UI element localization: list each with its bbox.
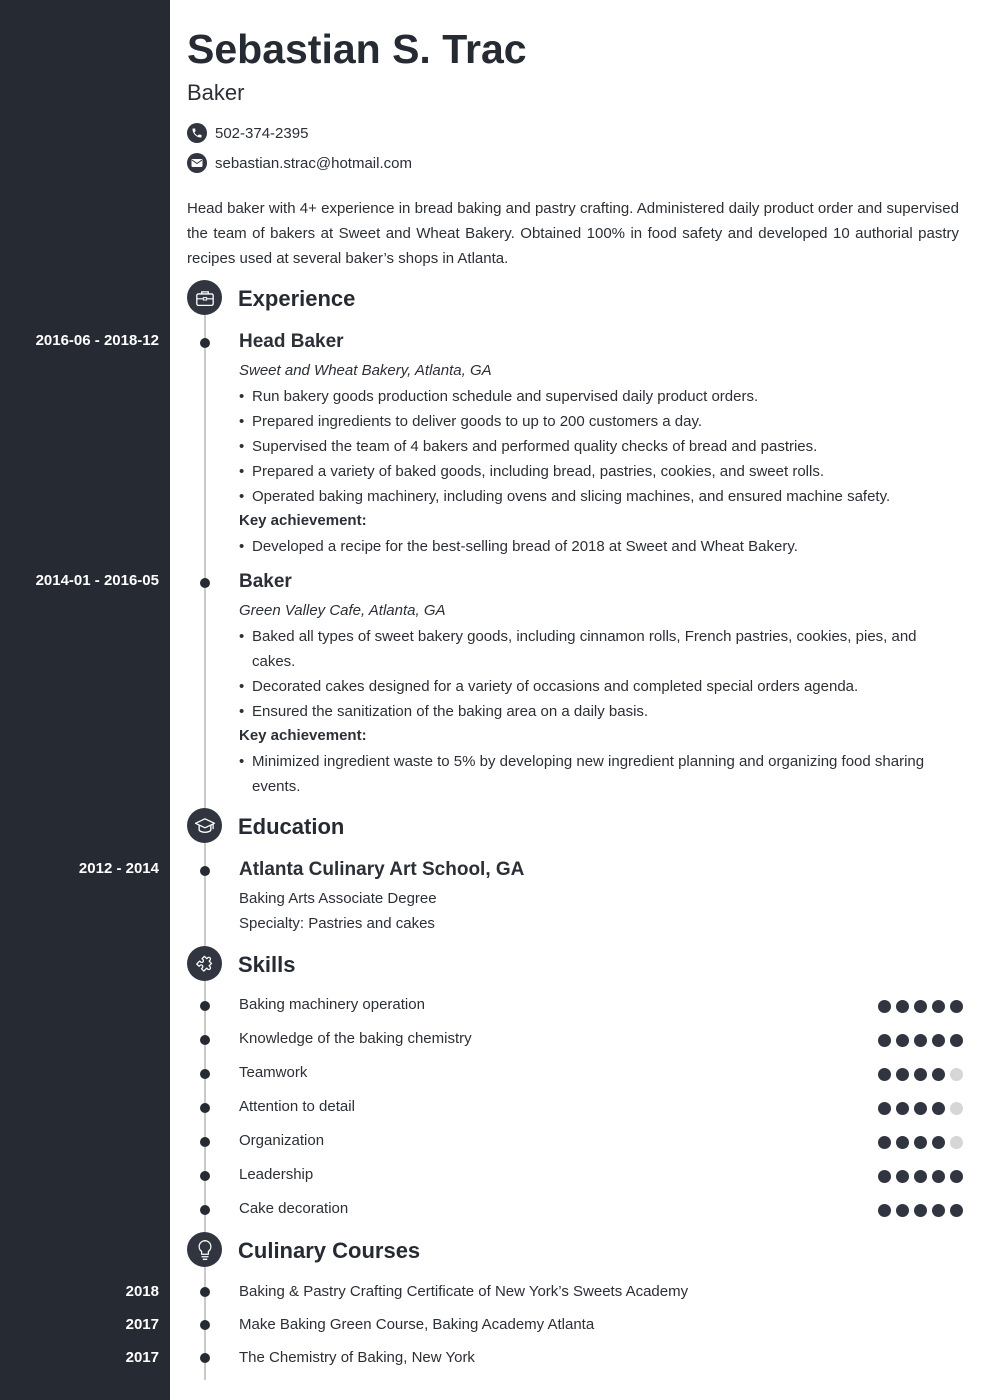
contact-email [187, 152, 412, 174]
section-title-education: Education [238, 814, 345, 839]
job-title: Head Baker [239, 331, 344, 352]
rating-dot-filled [914, 1102, 927, 1115]
sidebar [0, 0, 170, 1400]
timeline-dot [200, 1001, 210, 1011]
skill-rating [878, 1102, 963, 1115]
rating-dot-filled [914, 1170, 927, 1183]
job-dates: 2016-06 - 2018-12 [35, 332, 159, 349]
phone-icon [187, 123, 207, 143]
timeline-dot [200, 1171, 210, 1181]
degree: Baking Arts Associate Degree [239, 890, 437, 907]
rating-dot-empty [950, 1136, 963, 1149]
rating-dot-filled [950, 1000, 963, 1013]
candidate-role: Baker [187, 80, 245, 105]
rating-dot-filled [932, 1136, 945, 1149]
puzzle-piece-icon [187, 946, 222, 981]
email-address: sebastian.strac@hotmail.com [215, 154, 412, 172]
timeline-dot [200, 1320, 210, 1330]
section-title-courses: Culinary Courses [238, 1238, 421, 1263]
rating-dot-filled [896, 1170, 909, 1183]
rating-dot-filled [914, 1034, 927, 1047]
rating-dot-filled [932, 1068, 945, 1081]
rating-dot-filled [896, 1068, 909, 1081]
course-name: The Chemistry of Baking, New York [239, 1349, 475, 1366]
skill-name: Cake decoration [239, 1200, 349, 1217]
list-item: • Run bakery goods production schedule and supervised daily product orders. [239, 384, 959, 409]
rating-dot-filled [896, 1204, 909, 1217]
rating-dot-filled [878, 1204, 891, 1217]
skill-rating [878, 1136, 963, 1149]
list-item: • Operated baking machinery, including ovens and slicing machines, and ensured machine safety. [239, 484, 959, 509]
rating-dot-filled [914, 1204, 927, 1217]
rating-dot-filled [950, 1204, 963, 1217]
list-item: • Supervised the team of 4 bakers and performed quality checks of bread and pastries. [239, 434, 959, 459]
timeline-dot [200, 1103, 210, 1113]
section-title-skills: Skills [238, 952, 296, 977]
course-year: 2017 [125, 1349, 159, 1366]
skill-rating [878, 1034, 963, 1047]
specialty: Specialty: Pastries and cakes [239, 915, 435, 932]
rating-dot-filled [896, 1102, 909, 1115]
timeline-dot [200, 866, 210, 876]
skill-name: Teamwork [239, 1064, 308, 1081]
list-item: • Minimized ingredient waste to 5% by developing new ingredient planning and organizing food sharing events. [239, 749, 959, 799]
skill-name: Organization [239, 1132, 325, 1149]
rating-dot-filled [878, 1136, 891, 1149]
rating-dot-filled [878, 1000, 891, 1013]
lightbulb-icon [187, 1232, 222, 1267]
course-year: 2017 [125, 1316, 159, 1333]
profile-summary: Head baker with 4+ experience in bread baking and pastry crafting. Administered daily product order and supervised the team of bakers at Sweet and Wheat Bakery. Obtained 100% in food safety and developed 10 authorial pastry recipes used at several baker’s shops in Atlanta. [187, 200, 959, 267]
briefcase-icon [187, 280, 222, 315]
rating-dot-filled [914, 1136, 927, 1149]
rating-dot-filled [878, 1068, 891, 1081]
skill-name: Attention to detail [239, 1098, 355, 1115]
rating-dot-filled [932, 1034, 945, 1047]
course-name: Make Baking Green Course, Baking Academy Atlanta [239, 1316, 595, 1333]
list-item: • Ensured the sanitization of the baking area on a daily basis. [239, 699, 959, 724]
school-name: Atlanta Culinary Art School, GA [239, 859, 525, 880]
skill-name: Leadership [239, 1166, 314, 1183]
job-duties-list [239, 624, 959, 724]
job-title: Baker [239, 571, 292, 592]
course-year: 2018 [125, 1283, 159, 1300]
timeline-dot [200, 1137, 210, 1147]
candidate-name: Sebastian S. Trac [187, 26, 527, 72]
timeline-dot [200, 578, 210, 588]
job-dates: 2014-01 - 2016-05 [35, 572, 159, 589]
section-title-experience: Experience [238, 286, 356, 311]
rating-dot-filled [950, 1170, 963, 1183]
list-item: • Developed a recipe for the best-selling bread of 2018 at Sweet and Wheat Bakery. [239, 534, 959, 559]
key-achievement-label: Key achievement: [239, 512, 367, 529]
timeline-dot [200, 338, 210, 348]
rating-dot-filled [896, 1034, 909, 1047]
envelope-icon [187, 153, 207, 173]
education-dates: 2012 - 2014 [78, 860, 159, 877]
rating-dot-filled [932, 1000, 945, 1013]
list-item: • Baked all types of sweet bakery goods, including cinnamon rolls, French pastries, cookies, pies, and cakes. [239, 624, 959, 674]
job-company: Green Valley Cafe, Atlanta, GA [239, 602, 446, 619]
skill-name: Knowledge of the baking chemistry [239, 1030, 472, 1047]
skill-rating [878, 1170, 963, 1183]
timeline-dot [200, 1287, 210, 1297]
contact-phone [187, 122, 308, 144]
graduation-cap-icon [187, 808, 222, 843]
achievement-list [239, 534, 959, 559]
key-achievement-label: Key achievement: [239, 727, 367, 744]
timeline-line [204, 314, 206, 1380]
rating-dot-filled [896, 1000, 909, 1013]
skill-rating [878, 1000, 963, 1013]
job-duties-list [239, 384, 959, 509]
list-item: • Prepared ingredients to deliver goods to up to 200 customers a day. [239, 409, 959, 434]
rating-dot-filled [878, 1034, 891, 1047]
skill-rating [878, 1068, 963, 1081]
job-company: Sweet and Wheat Bakery, Atlanta, GA [239, 362, 492, 379]
list-item: • Decorated cakes designed for a variety of occasions and completed special orders agenda. [239, 674, 959, 699]
rating-dot-filled [896, 1136, 909, 1149]
timeline-dot [200, 1205, 210, 1215]
timeline-dot [200, 1069, 210, 1079]
rating-dot-filled [914, 1068, 927, 1081]
rating-dot-filled [932, 1102, 945, 1115]
list-item: • Prepared a variety of baked goods, including bread, pastries, cookies, and sweet rolls. [239, 459, 959, 484]
achievement-list [239, 749, 959, 799]
phone-number: 502-374-2395 [215, 124, 309, 142]
rating-dot-empty [950, 1068, 963, 1081]
rating-dot-filled [878, 1170, 891, 1183]
rating-dot-filled [914, 1000, 927, 1013]
course-name: Baking & Pastry Crafting Certificate of New York’s Sweets Academy [239, 1283, 689, 1300]
timeline-dot [200, 1353, 210, 1363]
skill-name: Baking machinery operation [239, 996, 425, 1013]
rating-dot-filled [950, 1034, 963, 1047]
rating-dot-filled [878, 1102, 891, 1115]
rating-dot-filled [932, 1170, 945, 1183]
timeline-dot [200, 1035, 210, 1045]
rating-dot-empty [950, 1102, 963, 1115]
skill-rating [878, 1204, 963, 1217]
rating-dot-filled [932, 1204, 945, 1217]
